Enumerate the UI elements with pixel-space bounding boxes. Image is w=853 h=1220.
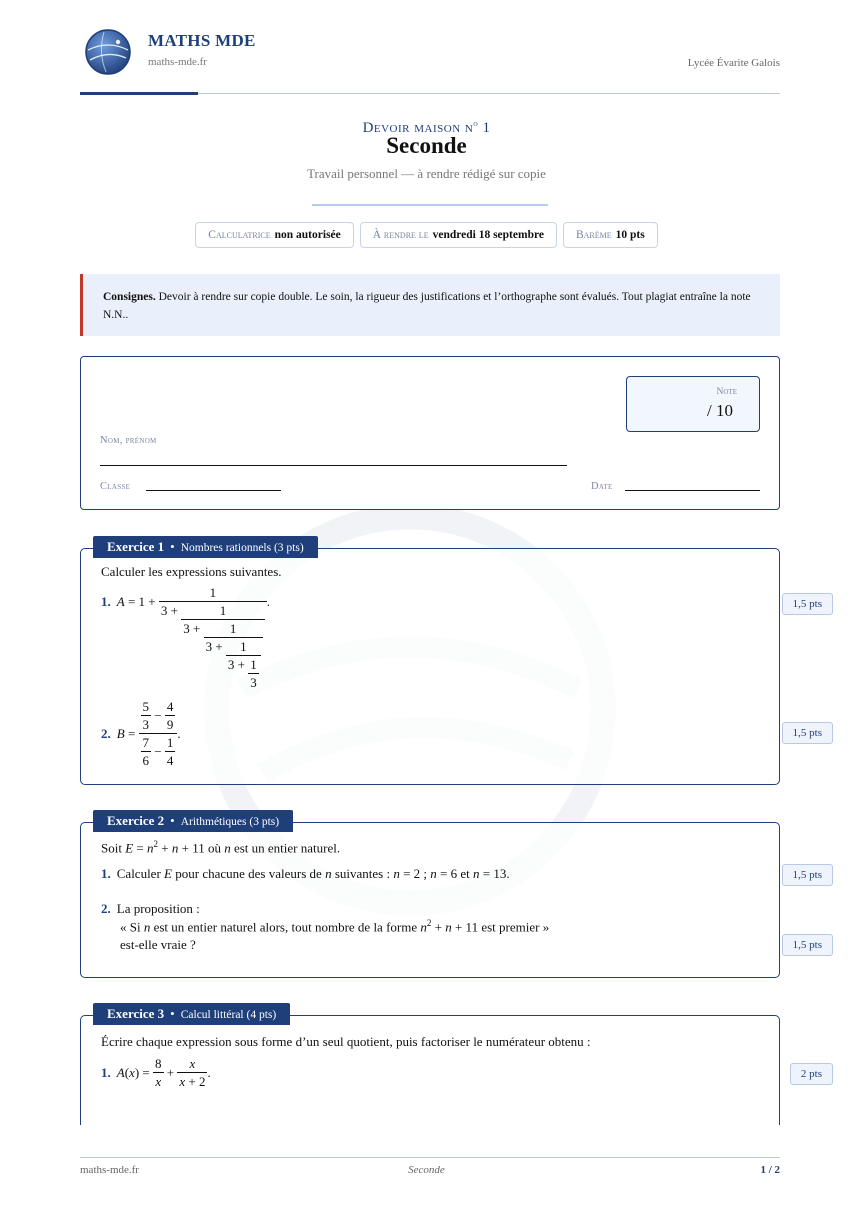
points-badge: 1,5 pts	[782, 593, 833, 615]
exercise-topic: Calcul littéral (4 pts)	[180, 1009, 277, 1021]
continued-fraction: 1 3 + 1 3 + 1 3 + 1 3 + $\frac{1}{3}$	[159, 584, 267, 691]
question-number: 1.	[101, 1064, 111, 1080]
brand-name: MATHS MDE	[148, 31, 256, 50]
exercise-3-intro: Écrire chaque expression sous forme d’un seul quotient, puis factoriser le numérateur obtenu :	[101, 1034, 591, 1049]
pill-key: À rendre le	[372, 229, 429, 241]
exercise-1-question-1: 1. A = 1 + 1 3 + 1 3 + 1 3 + 1 3 + $\frac{1}{3}$ .	[101, 585, 270, 690]
consignes-box	[80, 274, 780, 336]
date-label: Date	[591, 481, 613, 492]
math-expression-b: B =	[116, 725, 139, 741]
points-badge: 2 pts	[790, 1063, 833, 1085]
exercise-3-tab: Exercice 3 • Calcul littéral (4 pts)	[93, 1003, 290, 1025]
points-badge: 1,5 pts	[782, 864, 833, 886]
footer-url: maths-mde.fr	[80, 1164, 139, 1176]
page-title: Seconde	[386, 133, 467, 158]
school-name: Lycée Évarite Galois	[687, 57, 780, 69]
pill-value: vendredi 18 septembre	[432, 229, 544, 241]
points-badge: 1,5 pts	[782, 934, 833, 956]
question-number: 2.	[101, 725, 111, 741]
exercise-1-question-2: 2. B = $\frac{5}{3}$ − $\frac{4}{9}$ $\frac{7}{6}$ − $\frac{1}{4}$ .	[101, 699, 181, 768]
name-line	[100, 465, 567, 466]
exercise-2-question-2-line-2: « Si n est un entier naturel alors, tout nombre de la forme $n^2 + n + 11$ est premier »	[120, 918, 550, 935]
title-divider	[312, 204, 548, 206]
exercise-2-intro: Soit $E = n^2 + n + 11$ où n est un entier naturel.	[101, 839, 341, 856]
identity-box	[80, 356, 780, 510]
pill-key: Barème	[575, 229, 612, 241]
exercise-2-question-2-line-3: est-elle vraie ?	[120, 937, 196, 952]
pill-key: Calculatrice	[208, 229, 271, 241]
exercise-2-question-2-line-1: 2. La proposition :	[101, 901, 200, 916]
date-line	[625, 490, 760, 491]
exercise-title: Exercice 1	[107, 539, 165, 554]
points-badge: 1,5 pts	[782, 722, 833, 744]
pill-value: non autorisée	[274, 229, 341, 241]
exercise-3-question-1: 1. A(x) = $\frac{8}{x}$ + $\frac{x}{x + 2}$ .	[101, 1056, 211, 1089]
consignes-label: Consignes.	[103, 291, 156, 303]
question-number: 2.	[101, 901, 111, 916]
devoir-label: Devoir maison n	[362, 120, 474, 136]
note-value: / 10	[707, 401, 733, 420]
exercise-title: Exercice 3	[107, 1006, 165, 1021]
pill-date-rendu	[360, 222, 557, 248]
page-number: 1 / 2	[760, 1164, 780, 1176]
page-subtitle: Travail personnel — à rendre rédigé sur copie	[307, 166, 546, 181]
question-number: 1.	[101, 866, 111, 881]
devoir-number: 1	[482, 120, 491, 136]
devoir-sup: o	[473, 118, 479, 128]
class-label: Classe	[100, 481, 131, 492]
note-label: Note	[716, 387, 737, 397]
consignes-text: Devoir à rendre sur copie double. Le soin, la rigueur des justifications et l’orthographe sont évalués. Tout plagiat entraîne la note N.N..	[103, 291, 751, 321]
pill-calculatrice	[195, 222, 353, 248]
footer-title: Seconde	[408, 1164, 445, 1176]
exercise-1-tab: Exercice 1 • Nombres rationnels (3 pts)	[93, 536, 318, 558]
pill-bareme	[563, 222, 658, 248]
info-pills	[0, 222, 853, 248]
question-number: 1.	[101, 594, 111, 609]
header-accent-bar	[80, 92, 198, 95]
pill-value: 10 pts	[615, 229, 645, 241]
exercise-topic: Nombres rationnels (3 pts)	[180, 542, 304, 554]
fraction-b: $\frac{5}{3}$ − $\frac{4}{9}$ $\frac{7}{6}$ − $\frac{1}{4}$	[139, 698, 178, 769]
exercise-1-intro: Calculer les expressions suivantes.	[101, 564, 282, 579]
logo-globe-icon	[84, 28, 132, 76]
brand-url: maths-mde.fr	[148, 56, 207, 68]
math-expression-a: A = 1 +	[116, 594, 159, 609]
note-box	[626, 376, 760, 432]
exercise-topic: Arithmétiques (3 pts)	[180, 816, 280, 828]
exercise-title: Exercice 2	[107, 813, 165, 828]
exercise-2-tab: Exercice 2 • Arithmétiques (3 pts)	[93, 810, 293, 832]
footer-divider	[80, 1157, 780, 1158]
name-label: Nom, prénom	[100, 435, 157, 446]
class-line	[146, 490, 281, 491]
exercise-2-question-1: 1. Calculer E pour chacune des valeurs de n suivantes : n = 2 ; n = 6 et n = 13.	[101, 866, 510, 881]
